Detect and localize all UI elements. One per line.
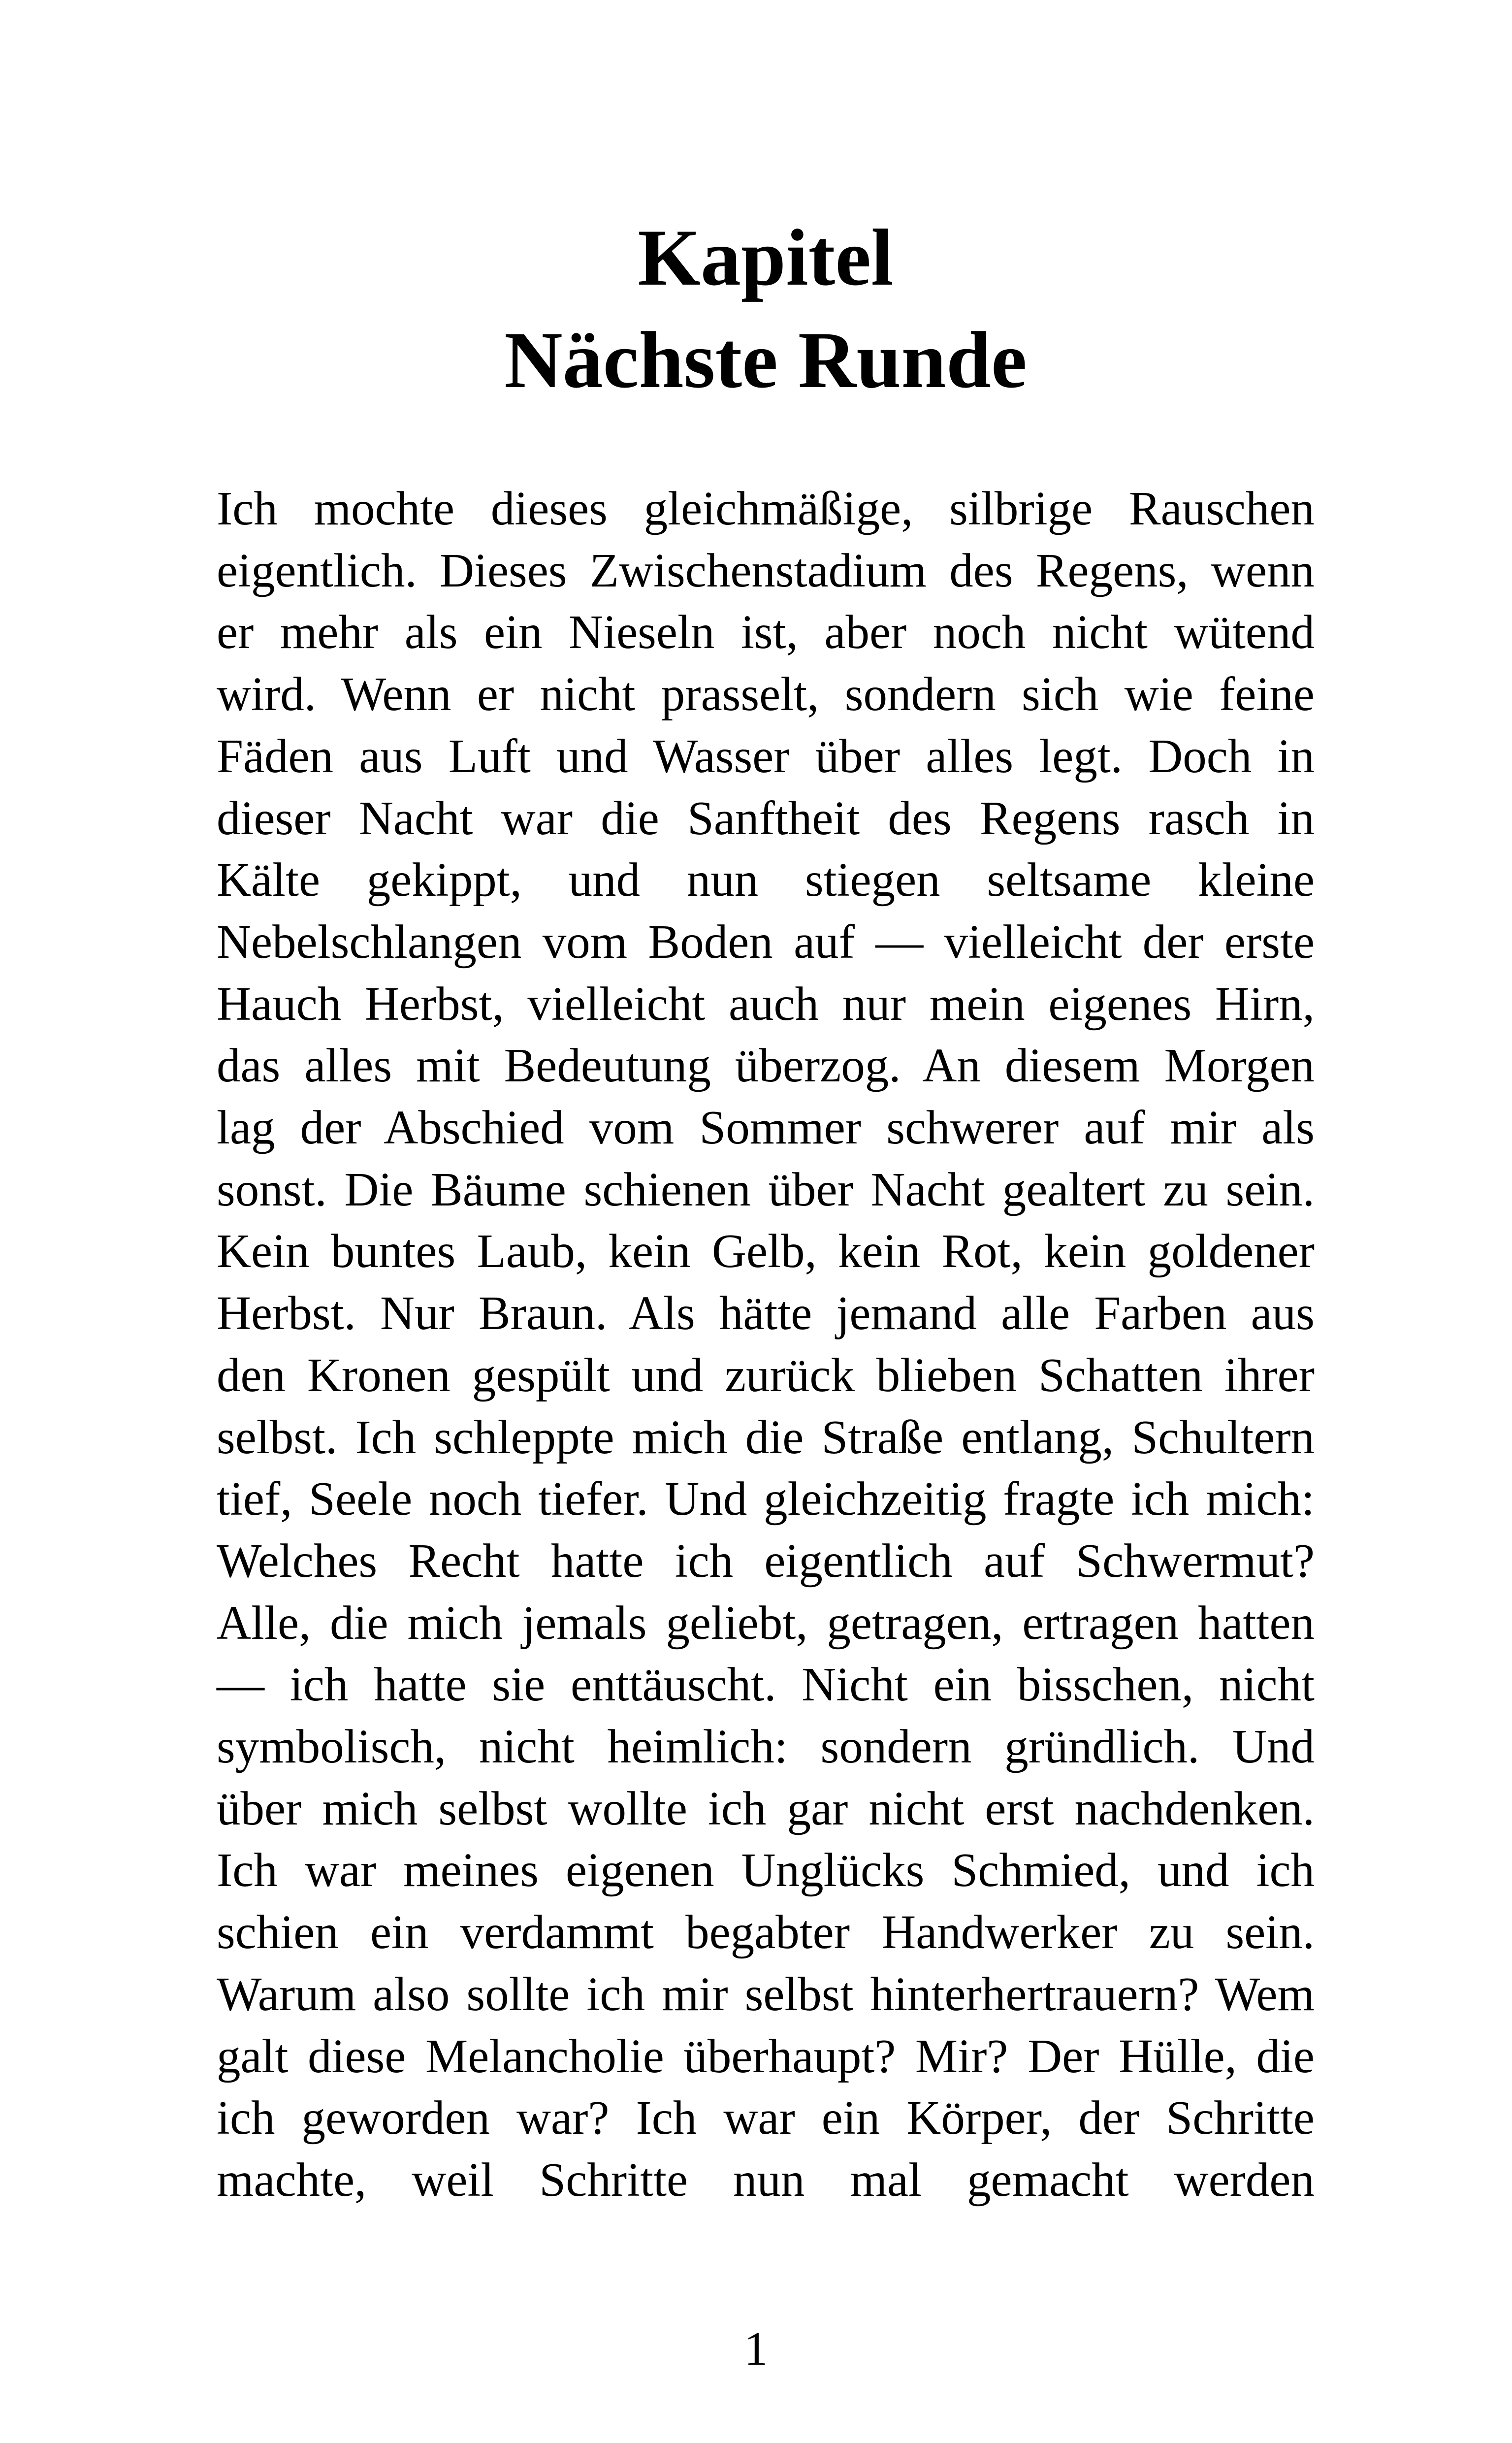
- text-line: Kein buntes Laub, kein Gelb, kein Rot, kein goldener: [217, 1225, 1315, 1278]
- chapter-heading: [217, 207, 1315, 412]
- chapter-title: Nächste Runde: [504, 316, 1027, 405]
- text-line: schien ein verdammt begabter Handwerker zu sein.: [217, 1906, 1315, 1959]
- text-line: ich geworden war? Ich war ein Körper, der Schritte: [217, 2091, 1315, 2145]
- text-line: Hauch Herbst, vielleicht auch nur mein eigenes Hirn,: [217, 977, 1315, 1030]
- text-line: über mich selbst wollte ich gar nicht erst nachdenken.: [217, 1782, 1315, 1835]
- text-line: Warum also sollte ich mir selbst hinterhertrauern? Wem: [217, 1967, 1315, 2020]
- body-text: [217, 478, 1315, 2211]
- text-line: Welches Recht hatte ich eigentlich auf Schwermut?: [217, 1534, 1315, 1587]
- text-line: Ich war meines eigenen Unglücks Schmied, und ich: [217, 1844, 1315, 1897]
- page-number: 1: [744, 2322, 768, 2375]
- text-line: Ich mochte dieses gleichmäßige, silbrige Rauschen: [217, 482, 1315, 535]
- text-line: das alles mit Bedeutung überzog. An diesem Morgen: [217, 1039, 1315, 1092]
- text-line: symbolisch, nicht heimlich: sondern gründlich. Und: [217, 1720, 1315, 1773]
- text-line: selbst. Ich schleppte mich die Straße entlang, Schultern: [217, 1410, 1315, 1464]
- text-line: Kälte gekippt, und nun stiegen seltsame kleine: [217, 853, 1315, 907]
- text-line: galt diese Melancholie überhaupt? Mir? Der Hülle, die: [217, 2029, 1315, 2083]
- text-line: den Kronen gespült und zurück blieben Schatten ihrer: [217, 1348, 1315, 1401]
- text-line: er mehr als ein Nieseln ist, aber noch nicht wütend: [217, 606, 1315, 659]
- text-line: wird. Wenn er nicht prasselt, sondern sich wie feine: [217, 668, 1315, 721]
- text-line: lag der Abschied vom Sommer schwerer auf mir als: [217, 1101, 1315, 1154]
- text-line: Herbst. Nur Braun. Als hätte jemand alle Farben aus: [217, 1287, 1315, 1340]
- text-line: Alle, die mich jemals geliebt, getragen, ertragen hatten: [217, 1596, 1315, 1649]
- text-line: machte, weil Schritte nun mal gemacht werden: [217, 2153, 1315, 2206]
- text-line: eigentlich. Dieses Zwischenstadium des Regens, wenn: [217, 544, 1315, 597]
- text-line: dieser Nacht war die Sanftheit des Regens rasch in: [217, 791, 1315, 845]
- text-line: Nebelschlangen vom Boden auf — vielleicht der erste: [217, 915, 1315, 968]
- text-line: tief, Seele noch tiefer. Und gleichzeitig fragte ich mich:: [217, 1472, 1315, 1526]
- text-line: sonst. Die Bäume schienen über Nacht gealtert zu sein.: [217, 1163, 1315, 1216]
- chapter-label: Kapitel: [638, 213, 894, 302]
- text-line: Fäden aus Luft und Wasser über alles legt. Doch in: [217, 729, 1315, 782]
- text-line: — ich hatte sie enttäuscht. Nicht ein bisschen, nicht: [217, 1658, 1315, 1711]
